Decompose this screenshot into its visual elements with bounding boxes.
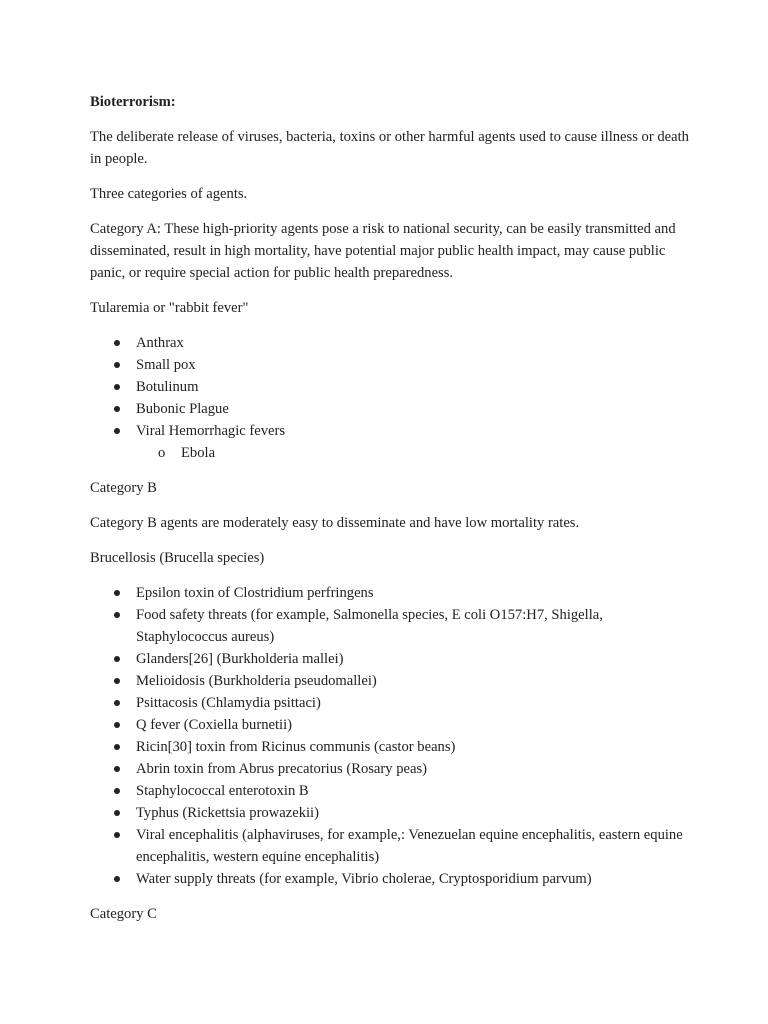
sub-bullet-marker: o — [158, 445, 166, 461]
list-item-label: Viral Hemorrhagic fevers — [136, 423, 286, 439]
category-a-list — [90, 332, 690, 464]
category-c-heading: Category C — [90, 906, 157, 922]
list-item: Epsilon toxin of Clostridium perfringens — [90, 582, 690, 604]
sub-list — [136, 442, 690, 464]
list-item: Melioidosis (Burkholderia pseudomallei) — [90, 670, 690, 692]
list-item: Small pox — [90, 354, 690, 376]
list-item: Staphylococcal enterotoxin B — [90, 780, 690, 802]
list-item-with-sublist — [90, 420, 690, 464]
list-item: Ricin[30] toxin from Ricinus communis (castor beans) — [90, 736, 690, 758]
category-b-list — [90, 582, 690, 890]
list-item: Abrin toxin from Abrus precatorius (Rosary peas) — [90, 758, 690, 780]
category-a-description: Category A: These high-priority agents pose a risk to national security, can be easily transmitted and disseminated, result in high mortality, have potential major public health impact, may cause public panic, or require special action for public health preparedness. — [90, 221, 676, 281]
sub-list-item — [136, 442, 690, 464]
intro-paragraph: The deliberate release of viruses, bacteria, toxins or other harmful agents used to cause illness or death in people. — [90, 129, 689, 167]
category-b-heading: Category B — [90, 480, 157, 496]
list-item: Bubonic Plague — [90, 398, 690, 420]
brucellosis-line: Brucellosis (Brucella species) — [90, 550, 265, 566]
list-item: Water supply threats (for example, Vibrio cholerae, Cryptosporidium parvum) — [90, 868, 690, 890]
sub-list-item-label: Ebola — [181, 445, 216, 461]
list-item: Q fever (Coxiella burnetii) — [90, 714, 690, 736]
list-item: Botulinum — [90, 376, 690, 398]
list-item: Food safety threats (for example, Salmonella species, E coli O157:H7, Shigella, Staphylococcus aureus) — [90, 604, 690, 648]
list-item: Typhus (Rickettsia prowazekii) — [90, 802, 690, 824]
document-page — [90, 91, 690, 938]
list-item: Viral encephalitis (alphaviruses, for example,: Venezuelan equine encephalitis, eastern equine encephalitis, western equine encephalitis) — [90, 824, 690, 868]
categories-line: Three categories of agents. — [90, 186, 248, 202]
document-title: Bioterrorism: — [90, 94, 176, 110]
list-item: Glanders[26] (Burkholderia mallei) — [90, 648, 690, 670]
list-item: Psittacosis (Chlamydia psittaci) — [90, 692, 690, 714]
category-b-description: Category B agents are moderately easy to disseminate and have low mortality rates. — [90, 515, 580, 531]
list-item: Anthrax — [90, 332, 690, 354]
tularemia-line: Tularemia or "rabbit fever" — [90, 300, 249, 316]
